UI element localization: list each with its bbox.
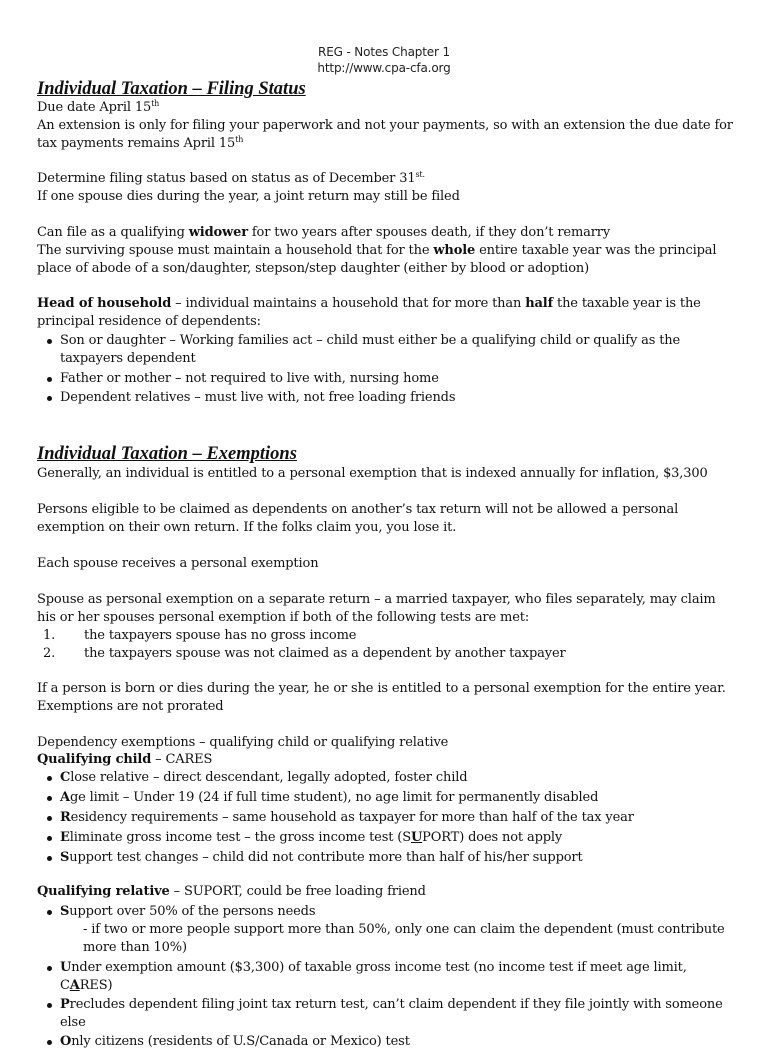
generally-paragraph: Generally, an individual is entitled to a personal exemption that is indexed annually for inflation, $3,300	[37, 466, 708, 481]
extension-paragraph: An extension is only for filing your paperwork and not your payments, so with an extension the due date for tax payments remains April 15th	[37, 118, 733, 151]
doc-header-title: REG - Notes Chapter 1	[318, 45, 450, 59]
spouse-dies-line: If one spouse dies during the year, a joint return may still be filed	[37, 189, 460, 204]
list-item: Support test changes – child did not contribute more than half of his/her support	[37, 849, 737, 867]
list-item: Son or daughter – Working families act – child must either be a qualifying child or qualify as the taxpayers dependent	[37, 332, 737, 368]
list-item: 2. the taxpayers spouse was not claimed as a dependent by another taxpayer	[43, 646, 566, 661]
dependency-exemptions-line: Dependency exemptions – qualifying child or qualifying relative	[37, 735, 449, 750]
list-item: Support over 50% of the persons needs - if two or more people support more than 50%, only one can claim the dependent (must contribute more than 10%)	[37, 903, 737, 957]
surviving-spouse-paragraph: The surviving spouse must maintain a household that for the whole entire taxable year was the principal place of abode of a son/daughter, stepson/step daughter (either by blood or adoption)	[37, 243, 717, 276]
qualifying-relative-list	[37, 903, 737, 1051]
list-item: Eliminate gross income test – the gross income test (SUPORT) does not apply	[37, 829, 737, 847]
qualifying-child-line: Qualifying child – CARES	[37, 752, 213, 767]
list-item: Age limit – Under 19 (24 if full time student), no age limit for permanently disabled	[37, 789, 737, 807]
each-spouse-line: Each spouse receives a personal exemption	[37, 556, 319, 571]
list-item: Under exemption amount ($3,300) of taxable gross income test (no income test if meet age limit, CARES)	[37, 959, 737, 995]
section-title-filing-status: Individual Taxation – Filing Status	[37, 79, 306, 99]
spouse-tests-list	[37, 627, 737, 663]
list-item: 1. the taxpayers spouse has no gross income	[43, 628, 357, 643]
sub-note: - if two or more people support more than 50%, only one can claim the dependent (must contribute more than 10%)	[83, 922, 725, 955]
section-title-exemptions: Individual Taxation – Exemptions	[37, 444, 297, 464]
born-dies-paragraph: If a person is born or dies during the year, he or she is entitled to a personal exemption for the entire year. Exemptions are not prorated	[37, 681, 726, 714]
spouse-separate-paragraph: Spouse as personal exemption on a separate return – a married taxpayer, who files separately, may claim his or her spouses personal exemption if both of the following tests are met:	[37, 592, 716, 625]
due-date-line: Due date April 15th	[37, 99, 160, 115]
list-item: Residency requirements – same household as taxpayer for more than half of the tax year	[37, 809, 737, 827]
list-item: Only citizens (residents of U.S/Canada or Mexico) test	[37, 1033, 737, 1051]
doc-header-url: http://www.cpa-cfa.org	[317, 61, 451, 75]
persons-eligible-paragraph: Persons eligible to be claimed as dependents on another’s tax return will not be allowed a personal exemption on their own return. If the folks claim you, you lose it.	[37, 502, 679, 535]
list-item: Close relative – direct descendant, legally adopted, foster child	[37, 769, 737, 787]
determine-status-line: Determine filing status based on status as of December $31^{st.}$	[37, 170, 425, 186]
head-of-household-paragraph: Head of household – individual maintains a household that for more than half the taxable year is the principal residence of dependents:	[37, 296, 701, 329]
head-of-household-list	[37, 332, 737, 407]
list-item: Precludes dependent filing joint tax return test, can’t claim dependent if they file jointly with someone else	[37, 996, 737, 1032]
qualifying-relative-line: Qualifying relative – SUPORT, could be free loading friend	[37, 884, 426, 899]
widower-line: Can file as a qualifying widower for two years after spouses death, if they don’t remarry	[37, 225, 611, 240]
list-item: Father or mother – not required to live with, nursing home	[37, 370, 737, 388]
list-item: Dependent relatives – must live with, not free loading friends	[37, 389, 737, 407]
qualifying-child-list	[37, 769, 737, 867]
